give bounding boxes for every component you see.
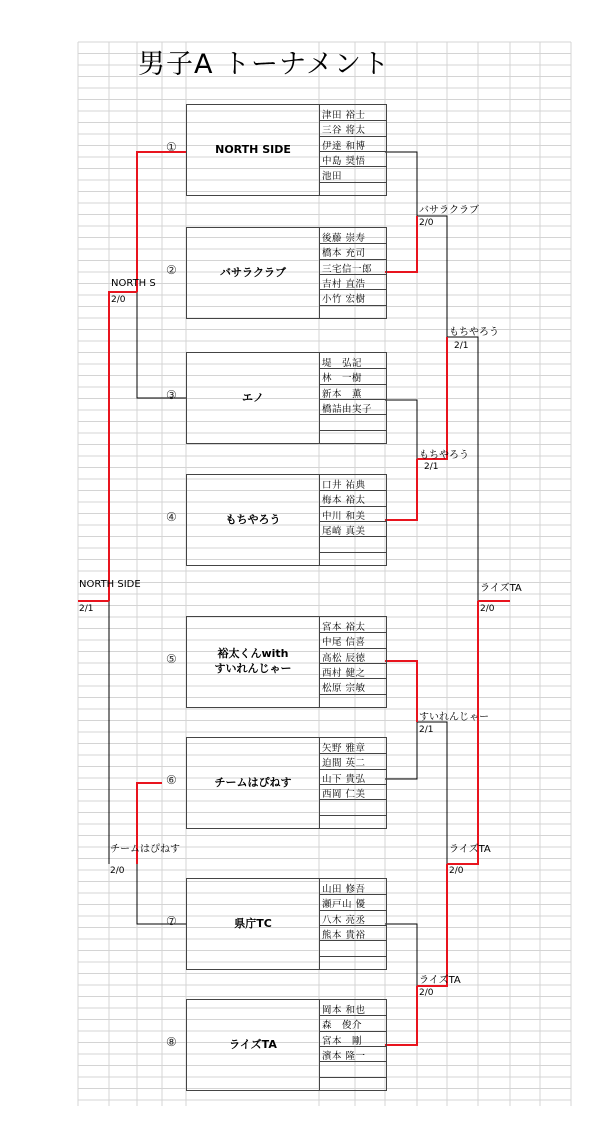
result-final-right-score: 2/0 bbox=[480, 604, 495, 614]
right-line-team7 bbox=[385, 924, 417, 986]
result-r2-bottom-score: 2/0 bbox=[449, 866, 464, 876]
team-number: ④ bbox=[166, 510, 177, 524]
result-r2-top-score: 2/1 bbox=[454, 341, 469, 351]
team-number: ⑦ bbox=[166, 914, 177, 928]
player-name: 宮本 剛 bbox=[322, 1035, 363, 1047]
team-name: エノ bbox=[242, 391, 264, 404]
player-name: 森 俊介 bbox=[322, 1020, 363, 1032]
team-name bbox=[187, 646, 319, 676]
right-line-r2-bottom bbox=[417, 722, 447, 864]
team-number: ⑤ bbox=[166, 652, 177, 666]
player-row-line bbox=[319, 552, 386, 553]
player-name: 高松 辰徳 bbox=[322, 652, 366, 664]
player-name: 瀬戸山 優 bbox=[322, 899, 366, 911]
right-win-team2 bbox=[385, 216, 417, 272]
result-right1-score: 2/0 bbox=[419, 218, 434, 228]
team-box bbox=[186, 616, 387, 708]
result-right4-score: 2/0 bbox=[419, 988, 434, 998]
right-bracket-lines bbox=[385, 152, 478, 986]
team-number: ③ bbox=[166, 388, 177, 402]
page-title: 男子A トーナメント bbox=[138, 49, 390, 80]
team-name-line: すいれんじゃー bbox=[214, 662, 292, 675]
right-line-team3 bbox=[385, 400, 417, 459]
right-line-team6 bbox=[385, 722, 417, 779]
team-box bbox=[186, 352, 387, 444]
result-left-top-score: 2/0 bbox=[111, 295, 126, 305]
player-name: 尾崎 真美 bbox=[322, 525, 366, 537]
right-win-team5 bbox=[385, 661, 417, 722]
result-r2-top-winner: もちやろう bbox=[449, 327, 499, 338]
result-final-left-winner: NORTH SIDE bbox=[79, 579, 141, 590]
team-box bbox=[186, 737, 387, 829]
team-number: ⑧ bbox=[166, 1035, 177, 1049]
result-left-top-winner: NORTH S bbox=[111, 278, 156, 289]
result-r2-bottom-winner: ライズTA bbox=[449, 844, 491, 855]
right-win-r2-top bbox=[417, 337, 447, 459]
right-win-semi-bottom bbox=[447, 601, 478, 864]
player-name: 岡本 和也 bbox=[322, 1005, 366, 1016]
team-name: バサラクラブ bbox=[220, 266, 286, 279]
left-line-team3 bbox=[137, 292, 186, 398]
team-number: ② bbox=[166, 263, 177, 277]
left-line-team7 bbox=[137, 864, 186, 924]
left-win-team1 bbox=[137, 152, 186, 292]
player-name: 中島 奨悟 bbox=[322, 155, 366, 167]
team-number: ① bbox=[166, 140, 177, 154]
player-name: 新本 薫 bbox=[322, 388, 363, 400]
player-name: 山下 貴弘 bbox=[322, 773, 366, 785]
result-final-left-score: 2/1 bbox=[79, 604, 94, 614]
player-name: 宮本 裕太 bbox=[322, 622, 366, 633]
team-name: もちやろう bbox=[225, 513, 281, 526]
team-name: NORTH SIDE bbox=[215, 143, 291, 156]
player-name: 中尾 信喜 bbox=[322, 637, 366, 649]
player-name: 池田 bbox=[322, 171, 343, 183]
result-right2-winner: もちやろう bbox=[419, 450, 469, 461]
player-name: 橋本 充司 bbox=[322, 248, 366, 260]
player-name: 三谷 将太 bbox=[322, 125, 366, 137]
left-winner-lines bbox=[78, 152, 186, 864]
left-bracket-lines bbox=[109, 292, 186, 924]
right-win-team8 bbox=[385, 986, 417, 1045]
result-right4-winner: ライズTA bbox=[419, 975, 461, 986]
team-box bbox=[186, 999, 387, 1091]
result-right3-score: 2/1 bbox=[419, 725, 434, 735]
player-name: 口井 祐典 bbox=[322, 480, 366, 491]
result-right1-winner: バサラクラブ bbox=[419, 205, 479, 216]
player-name: 津田 裕士 bbox=[322, 110, 366, 121]
player-name: 迫間 英二 bbox=[322, 758, 366, 770]
right-line-semi-top bbox=[447, 337, 478, 601]
player-name: 小竹 宏樹 bbox=[322, 294, 366, 306]
team-name-line: 裕太くんwith bbox=[217, 647, 289, 660]
player-name: 橋詰由実子 bbox=[322, 403, 373, 415]
player-name: 吉村 直浩 bbox=[322, 278, 366, 290]
team-box bbox=[186, 227, 387, 319]
team-box bbox=[186, 104, 387, 196]
right-winner-lines bbox=[385, 216, 510, 1045]
player-name: 矢野 雅章 bbox=[322, 743, 366, 754]
team-box bbox=[186, 878, 387, 970]
player-name: 八木 亮丞 bbox=[322, 914, 366, 926]
player-name: 伊達 和博 bbox=[322, 140, 366, 152]
player-row-line bbox=[319, 956, 386, 957]
result-final-right-winner: ライズTA bbox=[480, 583, 522, 594]
player-name: 西村 健之 bbox=[322, 667, 366, 679]
result-right3-winner: すいれんじゃー bbox=[419, 712, 489, 723]
team-name: 県庁TC bbox=[234, 917, 272, 930]
team-number: ⑥ bbox=[166, 773, 177, 787]
right-win-r2-bottom bbox=[417, 864, 447, 986]
player-name: 堤 弘記 bbox=[322, 358, 363, 369]
player-row-line bbox=[319, 1077, 386, 1078]
team-box bbox=[186, 474, 387, 566]
player-name: 西岡 仁美 bbox=[322, 788, 366, 800]
right-line-r2-top bbox=[417, 216, 447, 337]
team-name: ライズTA bbox=[229, 1038, 277, 1051]
player-name: 濱本 隆一 bbox=[322, 1050, 366, 1062]
player-name: 梅本 裕太 bbox=[322, 495, 366, 507]
player-name: 林 一樹 bbox=[322, 373, 363, 385]
result-left-bottom-winner: チームはぴねす bbox=[110, 844, 180, 855]
result-right2-score: 2/1 bbox=[424, 462, 439, 472]
player-row-line bbox=[319, 430, 386, 431]
player-name: 中川 和美 bbox=[322, 510, 366, 522]
result-left-bottom-score: 2/0 bbox=[110, 866, 125, 876]
player-name: 三宅信一郎 bbox=[322, 263, 373, 275]
right-win-team4 bbox=[385, 459, 417, 520]
team-name: チームはぴねす bbox=[214, 776, 292, 789]
player-row-line bbox=[319, 815, 386, 816]
player-name: 後藤 崇寿 bbox=[322, 233, 366, 244]
left-win-semi-top bbox=[109, 292, 137, 601]
player-name: 熊本 貴裕 bbox=[322, 929, 366, 941]
player-name: 山田 修吾 bbox=[322, 884, 366, 895]
player-name: 松原 宗敏 bbox=[322, 683, 366, 695]
right-line-team1 bbox=[385, 152, 417, 216]
